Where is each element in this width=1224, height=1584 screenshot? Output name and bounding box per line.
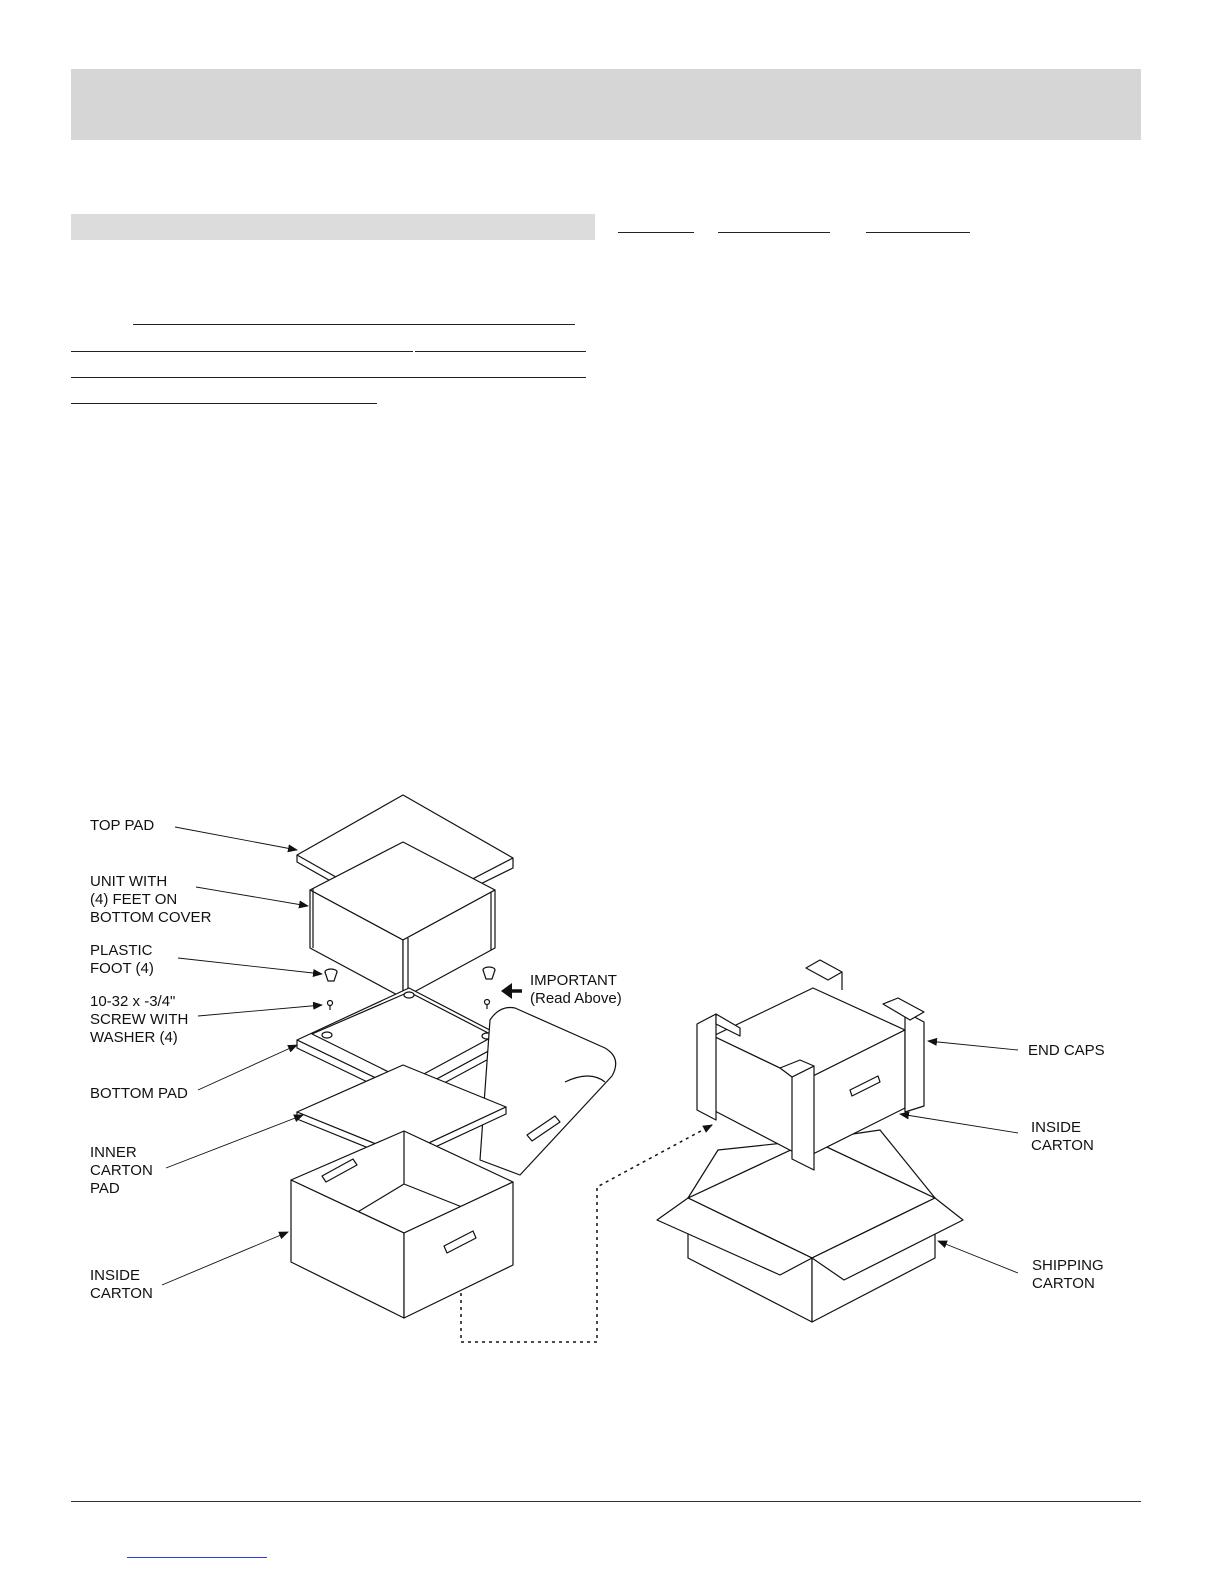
text-rule-2b	[415, 351, 586, 352]
label-end-caps: END CAPS	[1028, 1042, 1105, 1059]
label-screw: 10-32 x -3/4" SCREW WITH WASHER (4)	[90, 993, 189, 1046]
column-heading-rule-2	[718, 232, 830, 233]
footer-rule	[71, 1501, 1141, 1502]
label-top-pad: TOP PAD	[90, 817, 155, 834]
column-heading-rule-1	[618, 232, 694, 233]
label-plastic-foot: PLASTIC FOOT (4)	[90, 942, 154, 977]
text-rule-3	[71, 377, 586, 378]
plastic-foot-right	[483, 967, 495, 979]
label-inside-carton-right: INSIDE CARTON	[1031, 1119, 1094, 1154]
important-arrow-icon	[501, 983, 522, 999]
inside-carton-flap	[480, 1008, 616, 1176]
inside-carton-right-shape	[697, 960, 924, 1170]
label-inside-carton-left: INSIDE CARTON	[90, 1267, 153, 1302]
leader-inside-carton-right	[900, 1114, 1018, 1133]
screw-left	[328, 1001, 333, 1011]
plastic-foot-left	[325, 969, 337, 981]
label-inner-carton-pad: INNER CARTON PAD	[90, 1144, 153, 1197]
text-rule-1	[133, 324, 575, 325]
label-shipping-carton: SHIPPING CARTON	[1032, 1257, 1104, 1292]
leader-screw	[198, 1005, 322, 1016]
footer-link[interactable]	[127, 1557, 267, 1558]
leader-plastic-foot	[178, 958, 322, 974]
leader-top-pad	[175, 827, 297, 850]
leader-inside-carton-left	[162, 1232, 288, 1285]
leader-unit	[196, 887, 308, 906]
leader-shipping-carton	[938, 1241, 1018, 1273]
label-unit-with-feet: UNIT WITH (4) FEET ON BOTTOM COVER	[90, 873, 212, 926]
leader-bottom-pad	[198, 1045, 297, 1090]
packaging-diagram	[0, 780, 1224, 1360]
leader-end-caps	[928, 1041, 1018, 1050]
screw-right	[485, 1000, 490, 1010]
label-important: IMPORTANT (Read Above)	[530, 972, 622, 1007]
header-band	[71, 69, 1141, 140]
column-heading-rule-3	[866, 232, 970, 233]
text-rule-4	[71, 403, 377, 404]
leader-inner-carton-pad	[166, 1115, 303, 1168]
text-rule-2a	[71, 351, 413, 352]
section-heading-bar	[71, 214, 595, 240]
label-bottom-pad: BOTTOM PAD	[90, 1085, 188, 1102]
